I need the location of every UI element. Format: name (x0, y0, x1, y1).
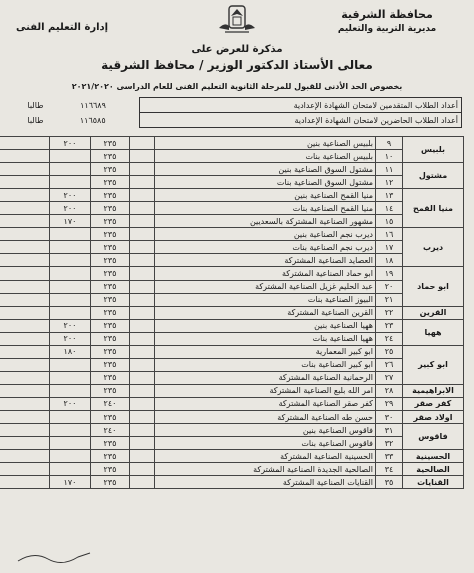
extra-score-cell (50, 163, 91, 176)
extra-score-cell: ١٧٠ (50, 476, 91, 489)
blank-cell (0, 450, 50, 463)
blank-cell (0, 424, 50, 437)
blank-cell (0, 345, 50, 358)
blank-cell (0, 371, 50, 384)
blank-cell (0, 241, 50, 254)
blank-cell (0, 267, 50, 280)
extra-score-cell (50, 241, 91, 254)
city-cell: الصالحية (403, 463, 464, 476)
table-row (0, 358, 464, 371)
city-cell: فاقوس (403, 424, 464, 450)
city-cell: الحسينية (403, 450, 464, 463)
school-name-cell: فاقوس الصناعية بنين (155, 424, 376, 437)
blank-cell (0, 319, 50, 332)
min-score-cell: ٢٣٥ (91, 358, 130, 371)
extra-score-cell (50, 176, 91, 189)
min-score-cell: ٢٣٥ (91, 280, 130, 293)
city-cell: بلبيس (403, 137, 464, 163)
memo-line-1: مذكرة للعرض على (191, 44, 283, 55)
school-name-cell: فاقوس الصناعية بنات (155, 437, 376, 450)
blank-cell (130, 463, 155, 476)
row-number-cell: ١٠ (376, 150, 403, 163)
min-score-cell: ٢٣٥ (91, 163, 130, 176)
blank-cell (130, 241, 155, 254)
blank-cell (130, 280, 155, 293)
table-row (0, 293, 464, 306)
blank-cell (0, 358, 50, 371)
administration-name: إدارة التعليم الفنى (16, 22, 109, 33)
extra-score-cell (50, 424, 91, 437)
min-score-cell: ٢٣٥ (91, 306, 130, 319)
school-name-cell: منيا القمح الصناعية بنين (155, 189, 376, 202)
city-cell: كفر صقر (403, 397, 464, 410)
memo-line-3: بخصوص الحد الأدنى للقبول للمرحلة الثانوية التعليم الفنى للعام الدراسى ٢٠٢١/٢٠٢٠ (71, 82, 403, 91)
summary-label: أعداد الطلاب المتقدمين لامتحان الشهادة الإعدادية (140, 98, 462, 113)
row-number-cell: ١٨ (376, 254, 403, 267)
table-row (0, 463, 464, 476)
extra-score-cell: ٢٠٠ (50, 202, 91, 215)
signature-mark (14, 549, 94, 565)
summary-unit: طالبا (27, 100, 44, 110)
extra-score-cell (50, 437, 91, 450)
school-name-cell: القنايات الصناعية المشتركة (155, 476, 376, 489)
directorate-name: مديرية التربية والتعليم (337, 24, 437, 34)
school-name-cell: بلبيس الصناعية بنات (155, 150, 376, 163)
row-number-cell: ٢٨ (376, 384, 403, 397)
blank-cell (0, 202, 50, 215)
table-row (0, 150, 464, 163)
extra-score-cell: ٢٠٠ (50, 319, 91, 332)
school-name-cell: ههيا الصناعية بنين (155, 319, 376, 332)
table-row (0, 267, 464, 280)
city-cell: منيا القمح (403, 189, 464, 228)
min-score-cell: ٢٣٥ (91, 254, 130, 267)
blank-cell (0, 397, 50, 410)
school-name-cell: العصايد الصناعية المشتركة (155, 254, 376, 267)
row-number-cell: ٣١ (376, 424, 403, 437)
school-name-cell: امر الله بلبع الصناعية المشتركة (155, 384, 376, 397)
table-row (0, 228, 464, 241)
row-number-cell: ٢٦ (376, 358, 403, 371)
blank-cell (0, 410, 50, 423)
table-row (0, 450, 464, 463)
min-score-cell: ٢٣٥ (91, 345, 130, 358)
city-cell: الابراهيمية (403, 384, 464, 397)
min-score-cell: ٢٣٥ (91, 267, 130, 280)
school-name-cell: ديرب نجم الصناعية بنين (155, 228, 376, 241)
row-number-cell: ٣٢ (376, 437, 403, 450)
row-number-cell: ٩ (376, 137, 403, 150)
summary-value: ١١٦٥٨٥ (79, 115, 106, 125)
min-score-cell: ٢٣٥ (91, 215, 130, 228)
blank-cell (130, 137, 155, 150)
summary-value: ١١٦٦٨٩ (80, 100, 106, 110)
row-number-cell: ٢١ (376, 293, 403, 306)
blank-cell (130, 437, 155, 450)
blank-cell (0, 306, 50, 319)
blank-cell (130, 176, 155, 189)
blank-cell (130, 254, 155, 267)
blank-cell (0, 476, 50, 489)
city-cell: القنايات (403, 476, 464, 489)
blank-cell (0, 137, 50, 150)
row-number-cell: ٢٣ (376, 319, 403, 332)
blank-cell (130, 202, 155, 215)
row-number-cell: ٢٩ (376, 397, 403, 410)
table-row (0, 202, 464, 215)
schools-table (0, 136, 464, 489)
table-row (0, 189, 464, 202)
summary-row (11, 113, 462, 128)
extra-score-cell: ٢٠٠ (50, 137, 91, 150)
row-number-cell: ١٥ (376, 215, 403, 228)
min-score-cell: ٢٤٠ (91, 397, 130, 410)
blank-cell (130, 332, 155, 345)
row-number-cell: ١٤ (376, 202, 403, 215)
table-row (0, 332, 464, 345)
min-score-cell: ٢٣٥ (91, 371, 130, 384)
blank-cell (130, 371, 155, 384)
school-name-cell: منيا القمح الصناعية بنات (155, 202, 376, 215)
blank-cell (130, 306, 155, 319)
table-row (0, 280, 464, 293)
extra-score-cell (50, 463, 91, 476)
row-number-cell: ١٦ (376, 228, 403, 241)
school-name-cell: مشتول السوق الصناعية بنات (155, 176, 376, 189)
table-row (0, 424, 464, 437)
min-score-cell: ٢٣٥ (91, 410, 130, 423)
blank-cell (0, 228, 50, 241)
city-cell: اولاد صقر (403, 410, 464, 423)
extra-score-cell (50, 358, 91, 371)
blank-cell (0, 150, 50, 163)
blank-cell (0, 163, 50, 176)
row-number-cell: ٢٥ (376, 345, 403, 358)
min-score-cell: ٢٣٥ (91, 384, 130, 397)
header-block (322, 8, 452, 36)
row-number-cell: ٣٠ (376, 410, 403, 423)
extra-score-cell (50, 384, 91, 397)
blank-cell (130, 397, 155, 410)
row-number-cell: ٣٥ (376, 476, 403, 489)
min-score-cell: ٢٣٥ (91, 450, 130, 463)
extra-score-cell: ١٧٠ (50, 215, 91, 228)
memo-line-2: معالى الأستاذ الدكتور الوزير / محافظ الشرقية (101, 58, 373, 72)
table-row (0, 384, 464, 397)
extra-score-cell (50, 306, 91, 319)
table-row (0, 437, 464, 450)
school-name-cell: ههيا الصناعية بنات (155, 332, 376, 345)
governorate-name: محافظة الشرقية (341, 8, 433, 21)
extra-score-cell: ٢٠٠ (50, 397, 91, 410)
blank-cell (0, 280, 50, 293)
table-row (0, 306, 464, 319)
school-name-cell: البيوز الصناعية بنات (155, 293, 376, 306)
min-score-cell: ٢٣٥ (91, 241, 130, 254)
min-score-cell: ٢٣٥ (91, 189, 130, 202)
table-row (0, 476, 464, 489)
row-number-cell: ١٧ (376, 241, 403, 254)
table-row (0, 241, 464, 254)
blank-cell (130, 345, 155, 358)
school-name-cell: الحسينية الصناعية المشتركة (155, 450, 376, 463)
blank-cell (130, 163, 155, 176)
school-name-cell: ابو كبير الصناعية بنات (155, 358, 376, 371)
extra-score-cell (50, 280, 91, 293)
min-score-cell: ٢٣٥ (91, 463, 130, 476)
table-row (0, 410, 464, 423)
school-name-cell: كفر صقر الصناعية المشتركة (155, 397, 376, 410)
blank-cell (130, 215, 155, 228)
eagle-emblem-icon (217, 4, 257, 36)
row-number-cell: ٢٠ (376, 280, 403, 293)
min-score-cell: ٢٣٥ (91, 137, 130, 150)
min-score-cell: ٢٣٥ (91, 150, 130, 163)
min-score-cell: ٢٣٥ (91, 332, 130, 345)
row-number-cell: ٢٤ (376, 332, 403, 345)
summary-unit: طالبا (27, 115, 44, 125)
blank-cell (130, 450, 155, 463)
row-number-cell: ٢٢ (376, 306, 403, 319)
blank-cell (0, 215, 50, 228)
row-number-cell: ١٩ (376, 267, 403, 280)
blank-cell (130, 189, 155, 202)
blank-cell (130, 293, 155, 306)
blank-cell (130, 358, 155, 371)
blank-cell (130, 319, 155, 332)
blank-cell (130, 228, 155, 241)
blank-cell (130, 384, 155, 397)
city-cell: مشتول (403, 163, 464, 189)
extra-score-cell: ٢٠٠ (50, 189, 91, 202)
extra-score-cell (50, 293, 91, 306)
row-number-cell: ٣٣ (376, 450, 403, 463)
school-name-cell: عبد الحليم غزيل الصناعية المشتركة (155, 280, 376, 293)
table-row (0, 163, 464, 176)
city-cell: ابو كبير (403, 345, 464, 384)
min-score-cell: ٢٣٥ (91, 293, 130, 306)
extra-score-cell (50, 228, 91, 241)
table-row (0, 215, 464, 228)
blank-cell (0, 463, 50, 476)
row-number-cell: ١٢ (376, 176, 403, 189)
school-name-cell: ديرب نجم الصناعية بنات (155, 241, 376, 254)
min-score-cell: ٢٣٥ (91, 476, 130, 489)
blank-cell (0, 437, 50, 450)
school-name-cell: الصالحية الجديدة الصناعية المشتركة (155, 463, 376, 476)
extra-score-cell (50, 150, 91, 163)
city-cell: القرين (403, 306, 464, 319)
blank-cell (0, 176, 50, 189)
school-name-cell: ابو كبير المعمارية (155, 345, 376, 358)
summary-row (11, 98, 462, 113)
row-number-cell: ١١ (376, 163, 403, 176)
row-number-cell: ٢٧ (376, 371, 403, 384)
blank-cell (0, 254, 50, 267)
blank-cell (130, 424, 155, 437)
table-row (0, 397, 464, 410)
extra-score-cell: ٢٠٠ (50, 332, 91, 345)
school-name-cell: القرين الصناعية المشتركة (155, 306, 376, 319)
table-row (0, 345, 464, 358)
table-row (0, 137, 464, 150)
blank-cell (0, 189, 50, 202)
school-name-cell: حسن طه الصناعية المشتركة (155, 410, 376, 423)
min-score-cell: ٢٣٥ (91, 176, 130, 189)
blank-cell (130, 150, 155, 163)
extra-score-cell (50, 450, 91, 463)
table-row (0, 254, 464, 267)
blank-cell (130, 476, 155, 489)
summary-table (10, 97, 462, 128)
table-row (0, 176, 464, 189)
blank-cell (130, 267, 155, 280)
min-score-cell: ٢٣٥ (91, 202, 130, 215)
school-name-cell: بلبيس الصناعية بنين (155, 137, 376, 150)
min-score-cell: ٢٣٥ (91, 319, 130, 332)
extra-score-cell (50, 410, 91, 423)
row-number-cell: ١٣ (376, 189, 403, 202)
min-score-cell: ٢٣٥ (91, 228, 130, 241)
school-name-cell: الرحمانية الصناعية المشتركة (155, 371, 376, 384)
blank-cell (0, 293, 50, 306)
extra-score-cell (50, 267, 91, 280)
blank-cell (0, 384, 50, 397)
school-name-cell: مشهور الصناعية المشتركة بالسعديين (155, 215, 376, 228)
min-score-cell: ٢٣٥ (91, 437, 130, 450)
row-number-cell: ٣٤ (376, 463, 403, 476)
city-cell: ههيا (403, 319, 464, 345)
blank-cell (130, 410, 155, 423)
blank-cell (0, 332, 50, 345)
extra-score-cell (50, 254, 91, 267)
city-cell: ديرب (403, 228, 464, 267)
extra-score-cell: ١٨٠ (50, 345, 91, 358)
summary-label: أعداد الطلاب الحاضرين لامتحان الشهادة الإعدادية (140, 113, 462, 128)
school-name-cell: مشتول السوق الصناعية بنين (155, 163, 376, 176)
min-score-cell: ٢٤٠ (91, 424, 130, 437)
city-cell: ابو حماد (403, 267, 464, 306)
table-row (0, 371, 464, 384)
school-name-cell: ابو حماد الصناعية المشتركة (155, 267, 376, 280)
table-row (0, 319, 464, 332)
extra-score-cell (50, 371, 91, 384)
